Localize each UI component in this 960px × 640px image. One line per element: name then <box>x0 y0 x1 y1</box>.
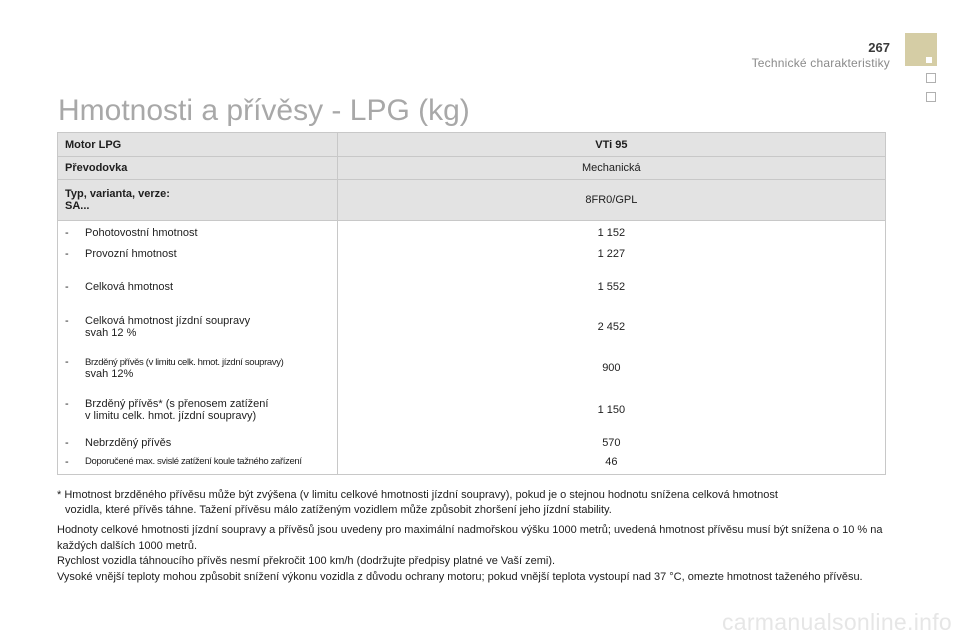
item-value: 1 552 <box>337 266 885 307</box>
item-value: 1 150 <box>337 389 885 431</box>
item-dash: - <box>65 455 69 468</box>
item-dash: - <box>65 315 69 327</box>
section-title: Technické charakteristiky <box>751 56 890 70</box>
item-dash: - <box>65 280 69 293</box>
item-label-line2: v limitu celk. hmot. jízdní soupravy) <box>85 410 257 422</box>
table-row <box>58 220 886 242</box>
type-label <box>58 180 338 221</box>
type-label-line2: SA... <box>65 200 90 212</box>
table-row <box>58 242 886 266</box>
item-label: Brzděný přívěs* (s přenosem zatížení <box>85 398 269 410</box>
engine-value: VTi 95 <box>337 133 885 157</box>
item-dash: - <box>65 398 69 410</box>
item-value: 2 452 <box>337 307 885 347</box>
chapter-tab-active[interactable] <box>905 33 937 66</box>
table-row <box>58 180 886 221</box>
table-row <box>58 307 886 347</box>
item-label-line2: svah 12 % <box>85 327 137 339</box>
table-row <box>58 157 886 180</box>
chapter-tab-box[interactable] <box>926 73 936 83</box>
item-value: 46 <box>337 454 885 474</box>
footnote <box>57 488 887 518</box>
table-row <box>58 431 886 454</box>
notes <box>57 523 887 585</box>
item-label: Provozní hmotnost <box>85 248 177 260</box>
item-dash: - <box>65 248 69 260</box>
item-label: Brzděný přívěs (v limitu celk. hmot. jízdní soupravy) <box>85 357 284 368</box>
table-row <box>58 133 886 157</box>
item-label: Nebrzděný přívěs <box>85 436 172 449</box>
watermark: carmanualsonline.info <box>721 609 952 635</box>
item-label-line2: svah 12% <box>85 368 134 380</box>
page-number: 267 <box>868 40 890 55</box>
item-dash: - <box>65 356 69 368</box>
gearbox-label: Převodovka <box>58 157 338 180</box>
type-label-line1: Typ, varianta, verze: <box>65 188 170 200</box>
note-paragraph: Hodnoty celkové hmotnosti jízdní soupravy a přívěsů jsou uvedeny pro maximální nadmořskou výšku 1000 metrů; uvedená hmotnost přívěsu musí být snížena o 10 % na každých dalších 1000 metrů. <box>57 524 883 552</box>
item-value: 1 152 <box>337 220 885 242</box>
item-value: 570 <box>337 431 885 454</box>
note-paragraph: Rychlost vozidla táhnoucího přívěs nesmí překročit 100 km/h (dodržujte předpisy platné ve Vaší zemi). <box>57 555 556 567</box>
note-paragraph: Vysoké vnější teploty mohou způsobit snížení výkonu vozidla z důvodu ochrany motoru; pokud vnější teplota vystoupí nad 37 °C, omezte hmotnost taženého přívěsu. <box>57 570 863 583</box>
type-value: 8FR0/GPL <box>337 180 885 221</box>
item-value: 1 227 <box>337 242 885 266</box>
item-label: Pohotovostní hmotnost <box>85 227 198 239</box>
footnote-line1: * Hmotnost brzděného přívěsu může být zvýšena (v limitu celkové hmotnosti jízdní soupravy), pokud je o stejnou hodnotu snížena celková hmotnost <box>57 489 778 501</box>
item-label: Celková hmotnost jízdní soupravy <box>85 315 251 327</box>
table-row <box>58 347 886 389</box>
item-value: 900 <box>337 347 885 389</box>
table-row <box>58 266 886 307</box>
page-title: Hmotnosti a přívěsy - LPG (kg) <box>58 94 470 127</box>
footnote-line2: vozidla, které přívěs táhne. Tažení přívěsu málo zatíženým vozidlem může způsobit zhoršení jeho jízdní stability. <box>65 504 612 516</box>
active-tab-square-icon <box>926 57 932 63</box>
item-dash: - <box>65 436 69 449</box>
item-label: Celková hmotnost <box>85 280 174 293</box>
chapter-tab-box[interactable] <box>926 92 936 102</box>
table-row <box>58 389 886 431</box>
weights-items <box>57 220 886 475</box>
gearbox-value: Mechanická <box>337 157 885 180</box>
item-label: Doporučené max. svislé zatížení koule tažného zařízení <box>85 455 302 467</box>
weights-table <box>57 132 886 221</box>
table-row <box>58 454 886 474</box>
engine-label: Motor LPG <box>58 133 338 157</box>
item-dash: - <box>65 227 69 239</box>
